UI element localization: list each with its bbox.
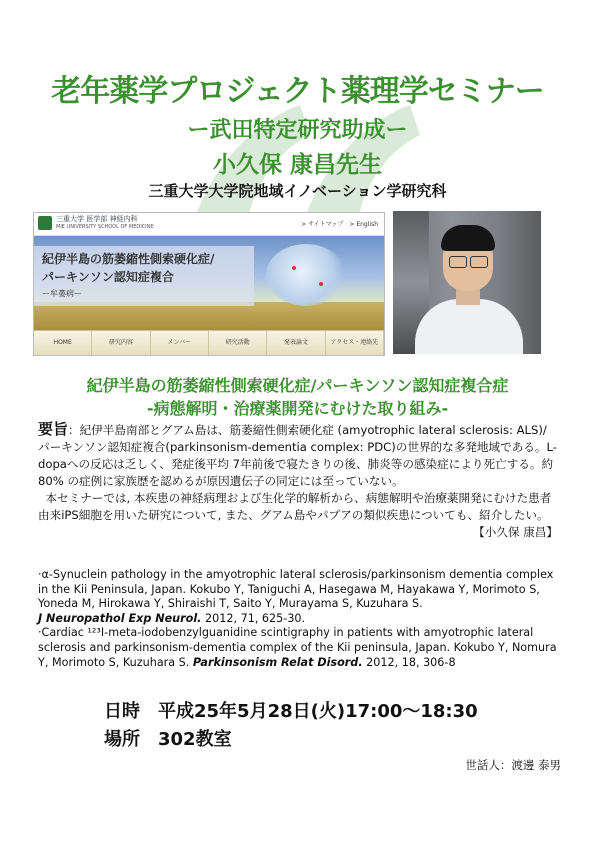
website-top-nav: > サイトマップ > English: [301, 221, 378, 228]
map-marker: [319, 282, 323, 286]
seminar-title: 老年薬学プロジェクト薬理学セミナー: [51, 74, 544, 109]
university-logo: [38, 216, 52, 230]
lab-coat: [415, 299, 523, 354]
speaker-name: 小久保 康昌先生: [212, 152, 382, 178]
event-datetime: 日時 平成25年5月28日(火)17:00〜18:30: [104, 701, 478, 722]
website-screenshot: [33, 212, 385, 356]
reference-item: [38, 568, 563, 626]
website-hero: [34, 236, 384, 330]
website-menu-item: HOME: [34, 331, 92, 355]
abstract: [38, 421, 558, 541]
website-header: [34, 213, 384, 236]
abstract-signature: 【小久保 康昌】: [473, 525, 558, 539]
abstract-heading: 要旨: [38, 420, 69, 438]
references: [38, 568, 563, 670]
website-headline-3: ー牟婁病ー: [42, 289, 82, 298]
website-menu-item: 発表論文: [267, 331, 325, 355]
glasses-right: [470, 256, 488, 268]
website-menu-item: 研究活動: [209, 331, 267, 355]
website-org-name: 三重大学 医学部 神経内科: [56, 215, 138, 223]
map-marker: [292, 266, 296, 270]
abstract-paragraph-1: ：紀伊半島南部とグアム島は、筋萎縮性側索硬化症 (amyotrophic lateral sclerosis: ALS)/パーキンソン認知症複合(parkinsonism-dementia complex: PDC)の世界的な多発地域である。L-dopaへの反応は乏しく、発症後平均 7年前後で寝たきりの後、肺炎等の感染症により死亡する。約80% の症例に家族歴を認めるが原因遺伝子の同定には至っていない。: [38, 423, 557, 488]
website-headline-2: パーキンソン認知症複合: [42, 270, 174, 284]
reference-journal: J Neuropathol Exp Neurol.: [38, 611, 202, 625]
website-org-sub: MIE UNIVERSITY SCHOOL OF MEDICINE: [56, 224, 154, 230]
website-menu-item: メンバー: [151, 331, 209, 355]
event-host: 世話人：渡邊 泰男: [465, 758, 561, 772]
abstract-paragraph-2: 本セミナーでは, 本疾患の神経病理および生化学的解析から、病態解明や治療薬開発にむけた患者由来iPS細胞を用いた研究について, また、グアム島やパプアの類似疾患についても、紹介したい。: [38, 491, 552, 522]
speaker-hair: [441, 225, 495, 251]
website-headline-1: 紀伊半島の筋萎縮性側索硬化症/: [42, 252, 215, 266]
speaker-affiliation: 三重大学大学院地域イノベーション学研究科: [148, 182, 447, 200]
rice-field-image: [34, 302, 384, 330]
reference-text: ·α-Synuclein pathology in the amyotrophic lateral sclerosis/parkinsonism dementia complex in the Kii Peninsula, Japan. Kokubo Y, Taniguchi A, Hasegawa M, Hayakawa Y, Morimoto S, Yoneda M, Hirokawa Y, Shiraishi T, Saito Y, Murayama S, Kuzuhara S.: [38, 568, 554, 611]
globe-map-image: [266, 244, 346, 306]
website-menu-item: 研究内容: [92, 331, 150, 355]
seminar-subtitle: ー武田特定研究助成ー: [187, 118, 408, 143]
speaker-photo: [393, 211, 541, 354]
reference-citation: 2012, 18, 306-8: [362, 655, 456, 669]
talk-subtitle: -病態解明・治療薬開発にむけた取り組み-: [146, 399, 449, 418]
reference-text: ·Cardiac ¹²³I-meta-iodobenzylguanidine scintigraphy in patients with amyotrophic lateral sclerosis and parkinsonism-dementia complex of the Kii peninsula, Japan. Kokubo Y, Nomura Y, Morimoto S, Kuzuhara S.: [38, 626, 557, 669]
event-place: 場所 302教室: [104, 729, 232, 750]
glasses-left: [449, 256, 467, 268]
website-menu-item: アクセス・連絡先: [326, 331, 384, 355]
reference-journal: Parkinsonism Relat Disord.: [192, 655, 363, 669]
talk-title: 紀伊半島の筋萎縮性側索硬化症/パーキンソン認知症複合症: [86, 376, 509, 395]
website-menu: [34, 330, 384, 355]
reference-item: [38, 626, 563, 670]
reference-citation: 2012, 71, 625-30.: [201, 611, 306, 625]
